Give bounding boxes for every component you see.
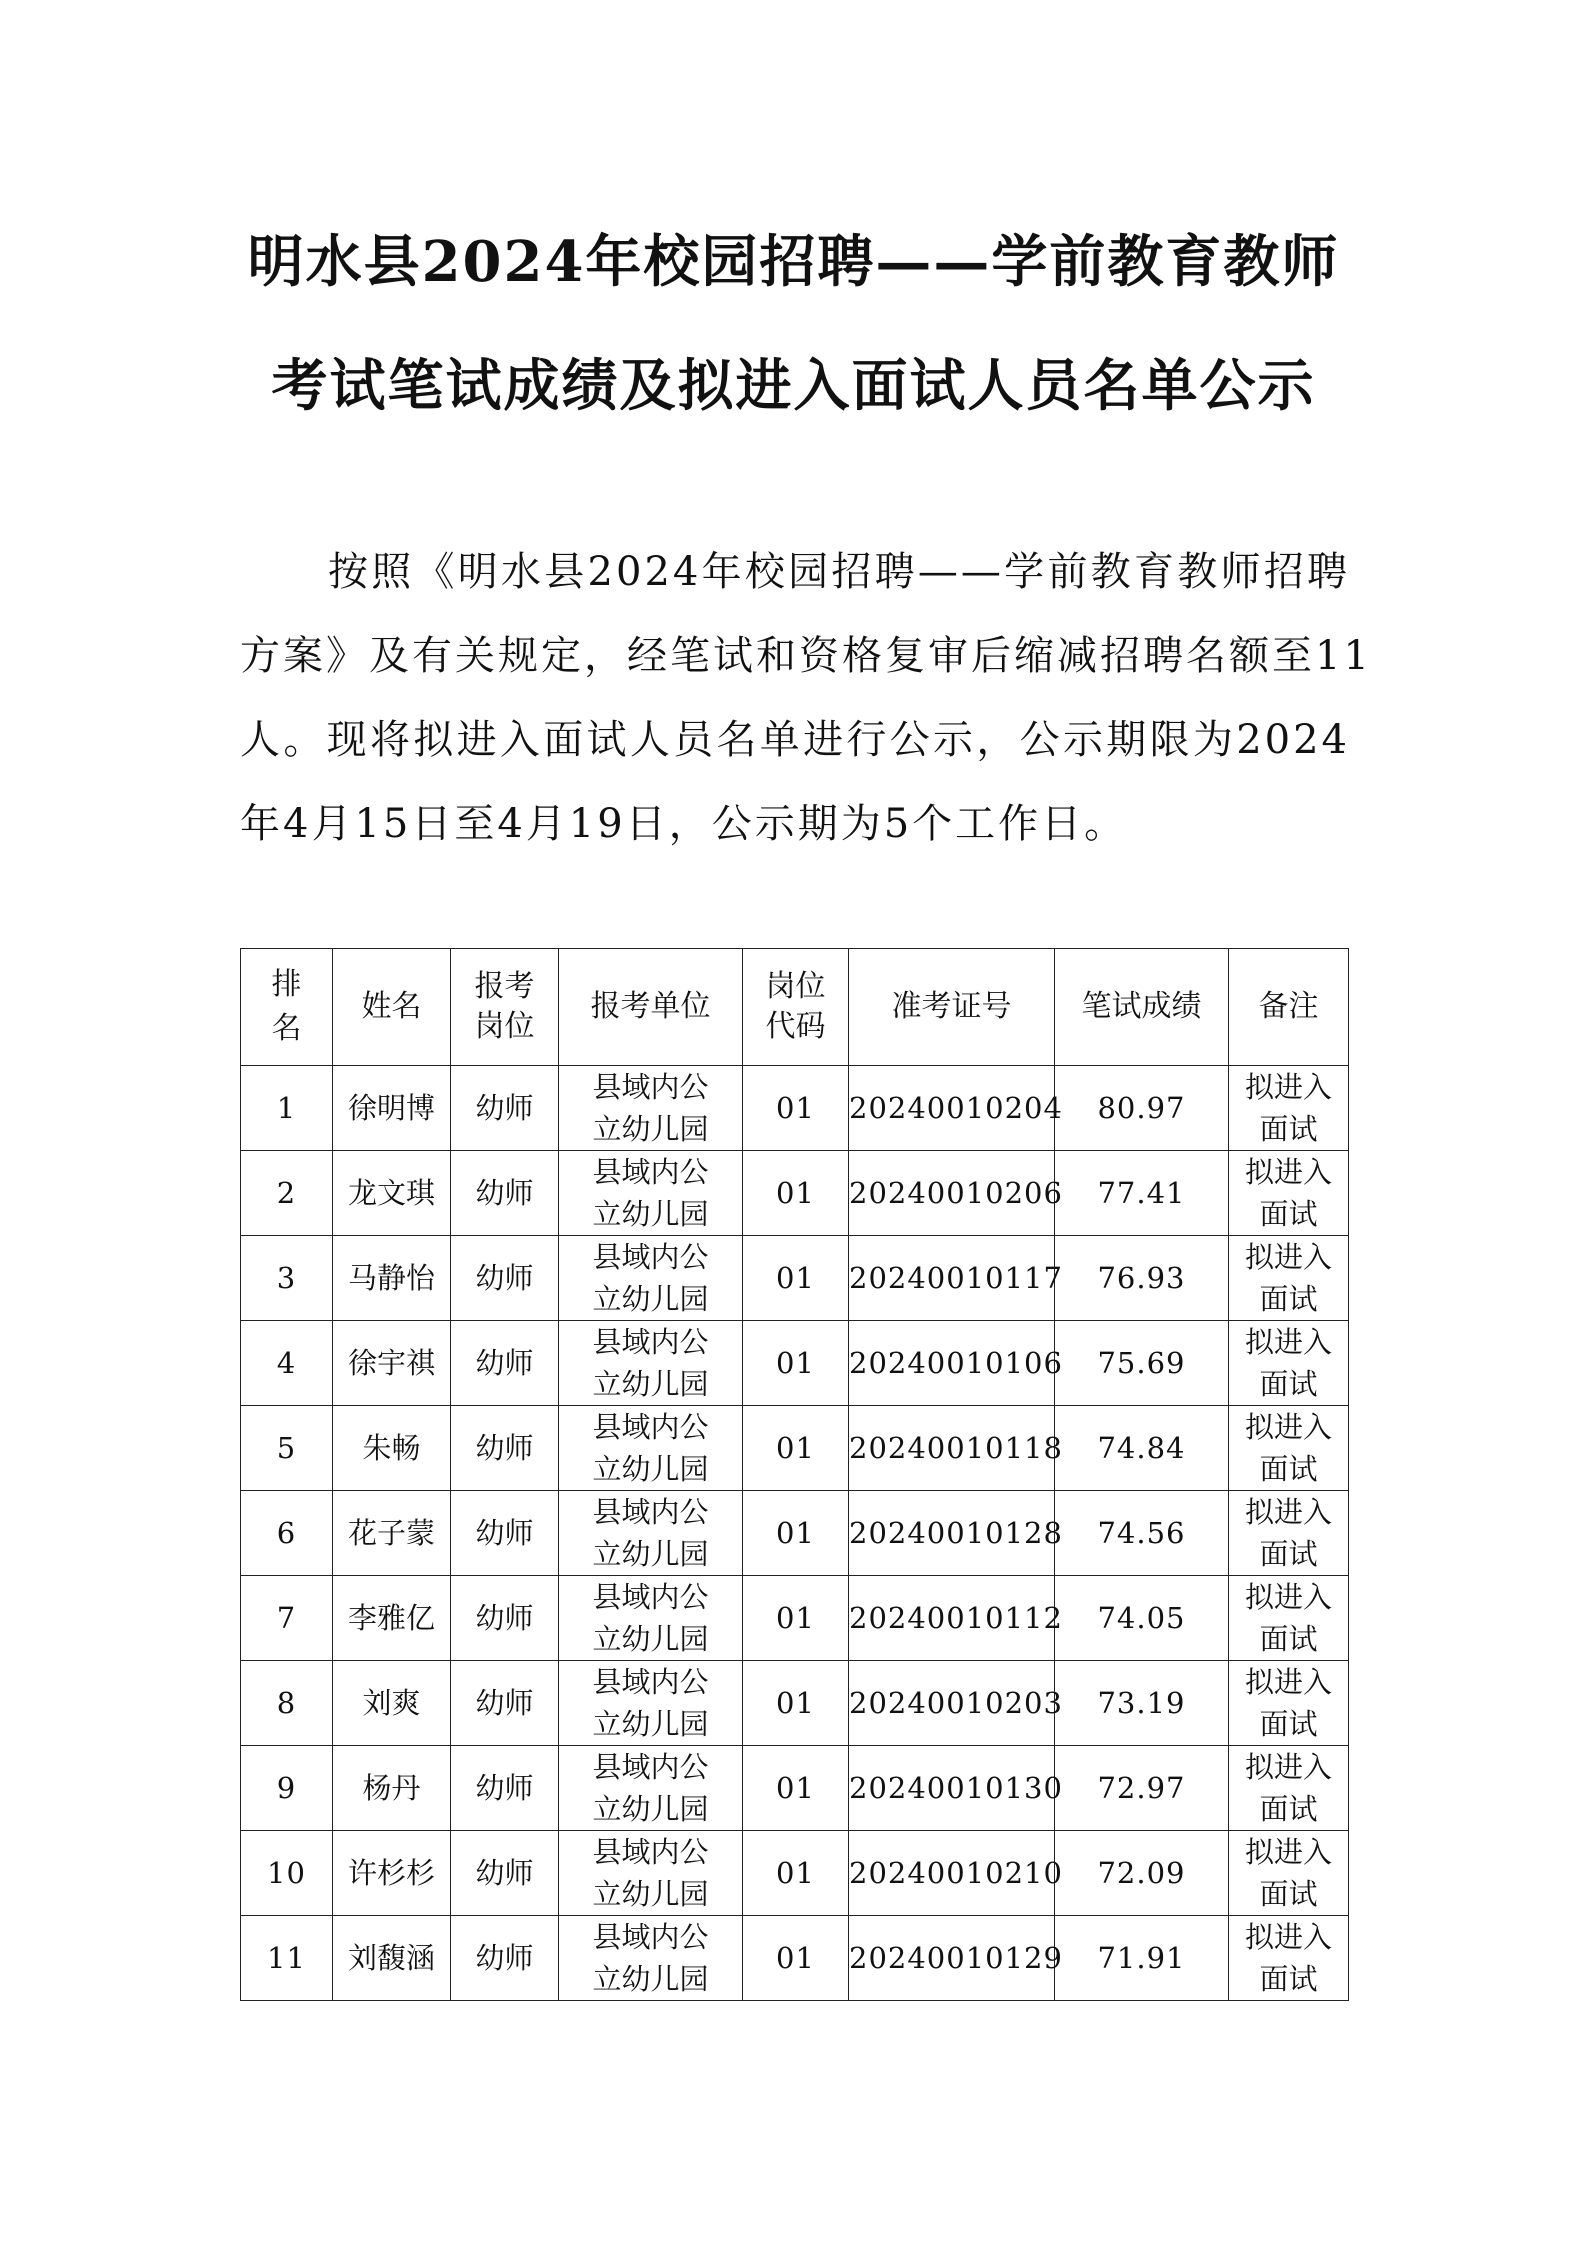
cell-rank: 5: [241, 1406, 333, 1491]
cell-note: [1229, 1321, 1349, 1406]
cell-unit-text: 县域内公立幼儿园: [592, 1580, 709, 1656]
table-row: [241, 1151, 1349, 1236]
cell-position: 幼师: [451, 1916, 559, 2001]
table-row: [241, 1236, 1349, 1321]
table-row: [241, 1576, 1349, 1661]
cell-unit: [559, 1151, 743, 1236]
cell-score: 73.19: [1055, 1661, 1229, 1746]
cell-note: [1229, 1066, 1349, 1151]
cell-name: 刘馥涵: [333, 1916, 451, 2001]
cell-ticket: 20240010106: [849, 1321, 1055, 1406]
paragraph-line-4: [240, 782, 1350, 866]
cell-name: 刘爽: [333, 1661, 451, 1746]
cell-rank: 2: [241, 1151, 333, 1236]
cell-unit-text: 县域内公立幼儿园: [592, 1155, 709, 1231]
cell-name: 许杉杉: [333, 1831, 451, 1916]
cell-code: 01: [743, 1661, 849, 1746]
cell-ticket: 20240010129: [849, 1916, 1055, 2001]
cell-name: 朱畅: [333, 1406, 451, 1491]
header-note: [1229, 949, 1349, 1066]
header-position-label: 报考岗位: [474, 968, 535, 1044]
cell-unit-text: 县域内公立幼儿园: [592, 1835, 709, 1911]
cell-name: 杨丹: [333, 1746, 451, 1831]
cell-rank: 10: [241, 1831, 333, 1916]
cell-score: 77.41: [1055, 1151, 1229, 1236]
cell-code: 01: [743, 1746, 849, 1831]
cell-rank: 9: [241, 1746, 333, 1831]
cell-unit: [559, 1746, 743, 1831]
cell-note-text: 拟进入面试: [1244, 1835, 1332, 1911]
header-ticket: [849, 949, 1055, 1066]
cell-note: [1229, 1151, 1349, 1236]
table-body: [241, 1066, 1349, 2001]
cell-name: 徐明博: [333, 1066, 451, 1151]
cell-rank: 6: [241, 1491, 333, 1576]
cell-note-text: 拟进入面试: [1244, 1580, 1332, 1656]
table-row: [241, 1831, 1349, 1916]
header-code-label: 岗位代码: [765, 968, 826, 1044]
cell-ticket: 20240010117: [849, 1236, 1055, 1321]
document-title-line-2: 考试笔试成绩及拟进入面试人员名单公示: [271, 353, 1316, 419]
cell-name: 李雅亿: [333, 1576, 451, 1661]
cell-unit: [559, 1066, 743, 1151]
cell-unit: [559, 1236, 743, 1321]
cell-rank: 8: [241, 1661, 333, 1746]
cell-score: 80.97: [1055, 1066, 1229, 1151]
header-ticket-label: 准考证号: [891, 989, 1012, 1024]
cell-unit-text: 县域内公立幼儿园: [592, 1665, 709, 1741]
cell-ticket: 20240010204: [849, 1066, 1055, 1151]
header-note-label: 备注: [1258, 989, 1319, 1024]
cell-ticket: 20240010203: [849, 1661, 1055, 1746]
cell-position: 幼师: [451, 1406, 559, 1491]
cell-unit: [559, 1491, 743, 1576]
paragraph-line-1-text: 按照《明水县2024年校园招聘——学前教育教师招聘: [328, 549, 1350, 595]
cell-rank: 7: [241, 1576, 333, 1661]
cell-ticket: 20240010128: [849, 1491, 1055, 1576]
cell-position: 幼师: [451, 1491, 559, 1576]
cell-position: 幼师: [451, 1151, 559, 1236]
cell-rank: 4: [241, 1321, 333, 1406]
cell-ticket: 20240010112: [849, 1576, 1055, 1661]
cell-note: [1229, 1831, 1349, 1916]
cell-note: [1229, 1746, 1349, 1831]
cell-note-text: 拟进入面试: [1244, 1750, 1332, 1826]
cell-ticket: 20240010118: [849, 1406, 1055, 1491]
cell-code: 01: [743, 1321, 849, 1406]
cell-code: 01: [743, 1236, 849, 1321]
cell-note-text: 拟进入面试: [1244, 1410, 1332, 1486]
cell-code: 01: [743, 1066, 849, 1151]
header-score: [1055, 949, 1229, 1066]
cell-score: 72.09: [1055, 1831, 1229, 1916]
header-unit-label: 报考单位: [590, 989, 711, 1024]
cell-note: [1229, 1661, 1349, 1746]
cell-position: 幼师: [451, 1661, 559, 1746]
cell-ticket: 20240010130: [849, 1746, 1055, 1831]
cell-note: [1229, 1406, 1349, 1491]
cell-score: 71.91: [1055, 1916, 1229, 2001]
cell-unit-text: 县域内公立幼儿园: [592, 1240, 709, 1316]
cell-ticket: 20240010210: [849, 1831, 1055, 1916]
cell-score: 75.69: [1055, 1321, 1229, 1406]
cell-unit-text: 县域内公立幼儿园: [592, 1070, 709, 1146]
table-row: [241, 1066, 1349, 1151]
header-rank: [241, 949, 333, 1066]
cell-ticket: 20240010206: [849, 1151, 1055, 1236]
paragraph-line-4-text: 年4月15日至4月19日，公示期为5个工作日。: [240, 801, 1128, 847]
cell-score: 74.84: [1055, 1406, 1229, 1491]
cell-code: 01: [743, 1151, 849, 1236]
cell-position: 幼师: [451, 1746, 559, 1831]
header-score-label: 笔试成绩: [1081, 989, 1202, 1024]
cell-unit: [559, 1576, 743, 1661]
header-name-label: 姓名: [361, 989, 422, 1024]
table-row: [241, 1491, 1349, 1576]
candidate-table: [240, 948, 1349, 2001]
table-row: [241, 1321, 1349, 1406]
cell-note-text: 拟进入面试: [1244, 1240, 1332, 1316]
cell-unit-text: 县域内公立幼儿园: [592, 1920, 709, 1996]
cell-position: 幼师: [451, 1236, 559, 1321]
cell-code: 01: [743, 1916, 849, 2001]
cell-name: 马静怡: [333, 1236, 451, 1321]
cell-rank: 3: [241, 1236, 333, 1321]
cell-code: 01: [743, 1831, 849, 1916]
cell-position: 幼师: [451, 1576, 559, 1661]
cell-position: 幼师: [451, 1066, 559, 1151]
cell-name: 花子蒙: [333, 1491, 451, 1576]
table-row: [241, 1916, 1349, 2001]
paragraph-line-1: [328, 530, 1350, 614]
cell-score: 74.05: [1055, 1576, 1229, 1661]
cell-unit-text: 县域内公立幼儿园: [592, 1325, 709, 1401]
header-position: [451, 949, 559, 1066]
cell-position: 幼师: [451, 1321, 559, 1406]
cell-position: 幼师: [451, 1831, 559, 1916]
paragraph-line-3: [240, 698, 1350, 782]
cell-note-text: 拟进入面试: [1244, 1325, 1332, 1401]
cell-score: 72.97: [1055, 1746, 1229, 1831]
header-code: [743, 949, 849, 1066]
table-header: [241, 949, 1349, 1066]
header-name: [333, 949, 451, 1066]
paragraph-line-2: [240, 614, 1372, 698]
cell-unit-text: 县域内公立幼儿园: [592, 1495, 709, 1571]
cell-code: 01: [743, 1406, 849, 1491]
document-title-line-1: 明水县2024年校园招聘——学前教育教师: [247, 229, 1340, 295]
cell-note: [1229, 1236, 1349, 1321]
cell-unit: [559, 1661, 743, 1746]
cell-note-text: 拟进入面试: [1244, 1070, 1332, 1146]
cell-name: 徐宇祺: [333, 1321, 451, 1406]
header-unit: [559, 949, 743, 1066]
table-row: [241, 1661, 1349, 1746]
paragraph-line-2-text: 方案》及有关规定，经笔试和资格复审后缩减招聘名额至11: [240, 633, 1372, 679]
cell-note: [1229, 1491, 1349, 1576]
cell-note: [1229, 1916, 1349, 2001]
cell-score: 74.56: [1055, 1491, 1229, 1576]
cell-unit: [559, 1916, 743, 2001]
cell-unit-text: 县域内公立幼儿园: [592, 1410, 709, 1486]
paragraph-line-3-text: 人。现将拟进入面试人员名单进行公示，公示期限为2024: [240, 717, 1350, 763]
cell-unit: [559, 1321, 743, 1406]
cell-note-text: 拟进入面试: [1244, 1665, 1332, 1741]
cell-name: 龙文琪: [333, 1151, 451, 1236]
cell-unit-text: 县域内公立幼儿园: [592, 1750, 709, 1826]
cell-code: 01: [743, 1491, 849, 1576]
table-row: [241, 1746, 1349, 1831]
cell-rank: 1: [241, 1066, 333, 1151]
cell-score: 76.93: [1055, 1236, 1229, 1321]
header-row: [241, 949, 1349, 1066]
cell-note-text: 拟进入面试: [1244, 1155, 1332, 1231]
cell-unit: [559, 1831, 743, 1916]
cell-note-text: 拟进入面试: [1244, 1495, 1332, 1571]
header-rank-label: 排名: [271, 967, 302, 1046]
cell-unit: [559, 1406, 743, 1491]
cell-code: 01: [743, 1576, 849, 1661]
cell-note: [1229, 1576, 1349, 1661]
cell-rank: 11: [241, 1916, 333, 2001]
cell-note-text: 拟进入面试: [1244, 1920, 1332, 1996]
table-row: [241, 1406, 1349, 1491]
